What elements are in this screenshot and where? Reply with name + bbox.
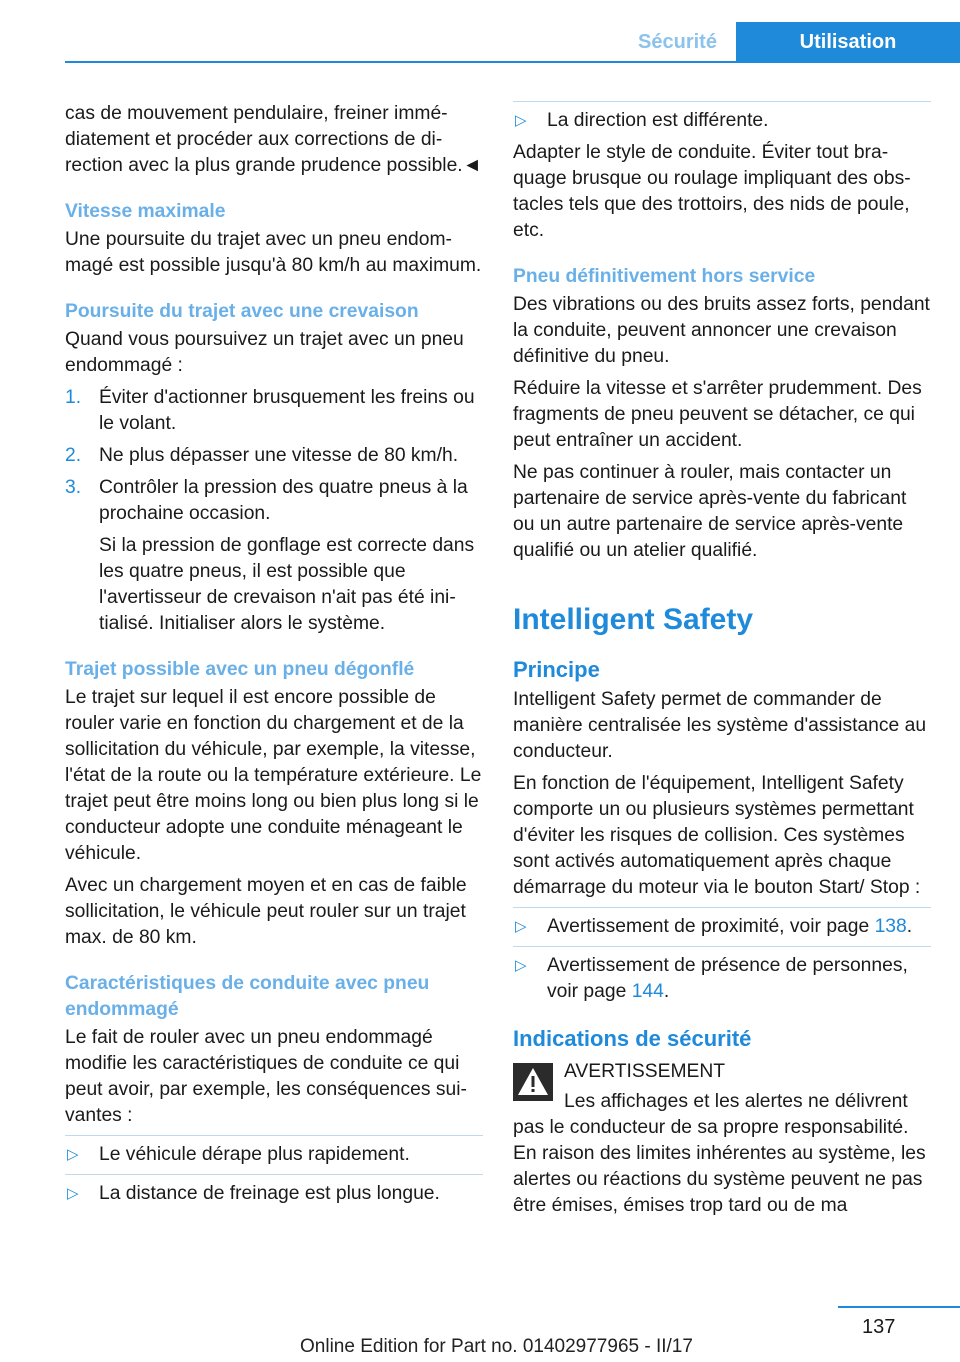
heading-indications-securite: Indications de sécurité [513, 1026, 752, 1051]
paragraph: Adapter le style de conduite. Éviter tout braquage brusque ou roulage impliquant des obstacles tels que des trottoirs, des nids de poule, etc. [513, 142, 911, 241]
section-title-intelligent-safety: Intelligent Safety [513, 603, 754, 636]
heading-vitesse-maximale: Vitesse maximale [65, 201, 226, 222]
list-number: 1. [65, 387, 82, 408]
left-column [65, 101, 483, 1213]
divider [65, 1174, 483, 1175]
list-item-text: Avertissement de proximité, voir page 138. [547, 916, 913, 937]
list-item [65, 385, 483, 437]
warning-label: AVERTISSEMENT [564, 1061, 726, 1082]
triangle-bullet-icon: ▷ [515, 112, 527, 129]
paragraph: Intelligent Safety permet de commander de manière centralisée les système d'assistance au conducteur. [513, 689, 927, 762]
list-item-text: Ne plus dépasser une vitesse de 80 km/h. [99, 445, 459, 466]
list-item-text: Contrôler la pression des quatre pneus à la prochaine occasion. [99, 477, 468, 524]
paragraph: Réduire la vitesse et s'arrêter prudemment. Des fragments de pneu peuvent se détacher, ce qui peut entraîner un accident. [513, 378, 922, 451]
paragraph: Le trajet sur lequel il est encore possible de rouler varie en fonction du chargement et de la sollicitation du véhicule, par exemple, la vitesse, l'état de la route ou la température extérieure. Le trajet peut être moins long ou bien plus long si le conducteur adopte une conduite ménageant le véhicule. [65, 687, 482, 864]
paragraph: cas de mouvement pendulaire, freiner immédiatement et procéder aux corrections de direction avec la plus grande prudence possible.◄ [65, 103, 482, 176]
tab-utilisation[interactable]: Utilisation [736, 22, 960, 63]
divider [513, 907, 931, 908]
divider [513, 101, 931, 102]
list-item [513, 108, 931, 134]
list-item [65, 475, 483, 527]
warning-icon [513, 1063, 553, 1101]
footer-rule [838, 1306, 960, 1308]
list-item-text: Le véhicule dérape plus rapidement. [99, 1144, 410, 1165]
list-item [65, 1181, 483, 1207]
list-item-text: La distance de freinage est plus longue. [99, 1183, 440, 1204]
list-number: 3. [65, 477, 82, 498]
tab-securite[interactable]: Sécurité [638, 31, 717, 53]
divider [65, 1135, 483, 1136]
heading-caracteristiques: Caractéristiques de conduite avec pneu endommagé [65, 973, 430, 1020]
paragraph: Une poursuite du trajet avec un pneu endommagé est possible jusqu'à 80 km/h au maximum. [65, 229, 482, 276]
right-column [513, 101, 931, 1225]
page-link-144[interactable]: 144 [631, 981, 664, 1002]
list-item-text: La direction est différente. [547, 110, 769, 131]
triangle-bullet-icon: ▷ [515, 918, 527, 935]
list-item [65, 1142, 483, 1168]
triangle-bullet-icon: ▷ [67, 1185, 79, 1202]
paragraph: Ne pas continuer à rouler, mais contacter un partenaire de service après-vente du fabricant ou un autre partenaire de service après-vente qualifié ou un atelier qualifié. [513, 462, 907, 561]
list-item-subtext: Si la pression de gonflage est correcte dans les quatre pneus, il est possible que l'avertisseur de crevaison n'ait pas été initialisé. Initialiser alors le système. [99, 535, 475, 634]
paragraph: Le fait de rouler avec un pneu endommagé modifie les caractéristiques de conduite ce qui peut avoir, par exemple, les conséquences suivantes : [65, 1027, 467, 1126]
heading-pneu-hors-service: Pneu définitivement hors service [513, 266, 816, 287]
bullet-list [513, 101, 931, 134]
page-number: 137 [862, 1316, 896, 1338]
paragraph: Quand vous poursuivez un trajet avec un pneu endommagé : [65, 329, 464, 376]
heading-poursuite: Poursuite du trajet avec une crevaison [65, 301, 419, 322]
list-item-text: Éviter d'actionner brusquement les freins ou le volant. [99, 387, 475, 434]
list-item [513, 953, 931, 1005]
numbered-list [65, 385, 483, 637]
bullet-list [65, 1135, 483, 1207]
list-item [65, 443, 483, 469]
triangle-bullet-icon: ▷ [67, 1146, 79, 1163]
footer-edition: Online Edition for Part no. 01402977965 - II/17 [300, 1336, 693, 1357]
list-item-text: Avertissement de présence de personnes, voir page 144. [547, 955, 908, 1002]
triangle-bullet-icon: ▷ [515, 957, 527, 974]
heading-principe: Principe [513, 657, 600, 682]
page-link-138[interactable]: 138 [874, 916, 907, 937]
list-number: 2. [65, 445, 82, 466]
warning-block [513, 1059, 931, 1219]
paragraph: Des vibrations ou des bruits assez forts, pendant la conduite, peuvent annoncer une crevaison définitive du pneu. [513, 294, 930, 367]
paragraph: En fonction de l'équipement, Intelligent Safety comporte un ou plusieurs systèmes permettant d'éviter les risques de collision. Ces systèmes sont activés automatiquement après chaque démarrage du moteur via le bouton Start/ Stop : [513, 773, 921, 898]
warning-text: Les affichages et les alertes ne délivrent pas le conducteur de sa propre responsabilité. En raison des limites inhérentes au système, les alertes ou réactions du système peuvent ne pas être émises, émises trop tard ou de ma [513, 1091, 926, 1216]
paragraph: Avec un chargement moyen et en cas de faible sollicitation, le véhicule peut rouler sur un trajet max. de 80 km. [65, 875, 467, 948]
bullet-list [513, 907, 931, 1005]
list-item [513, 914, 931, 940]
heading-trajet-possible: Trajet possible avec un pneu dégonflé [65, 659, 415, 680]
divider [513, 946, 931, 947]
